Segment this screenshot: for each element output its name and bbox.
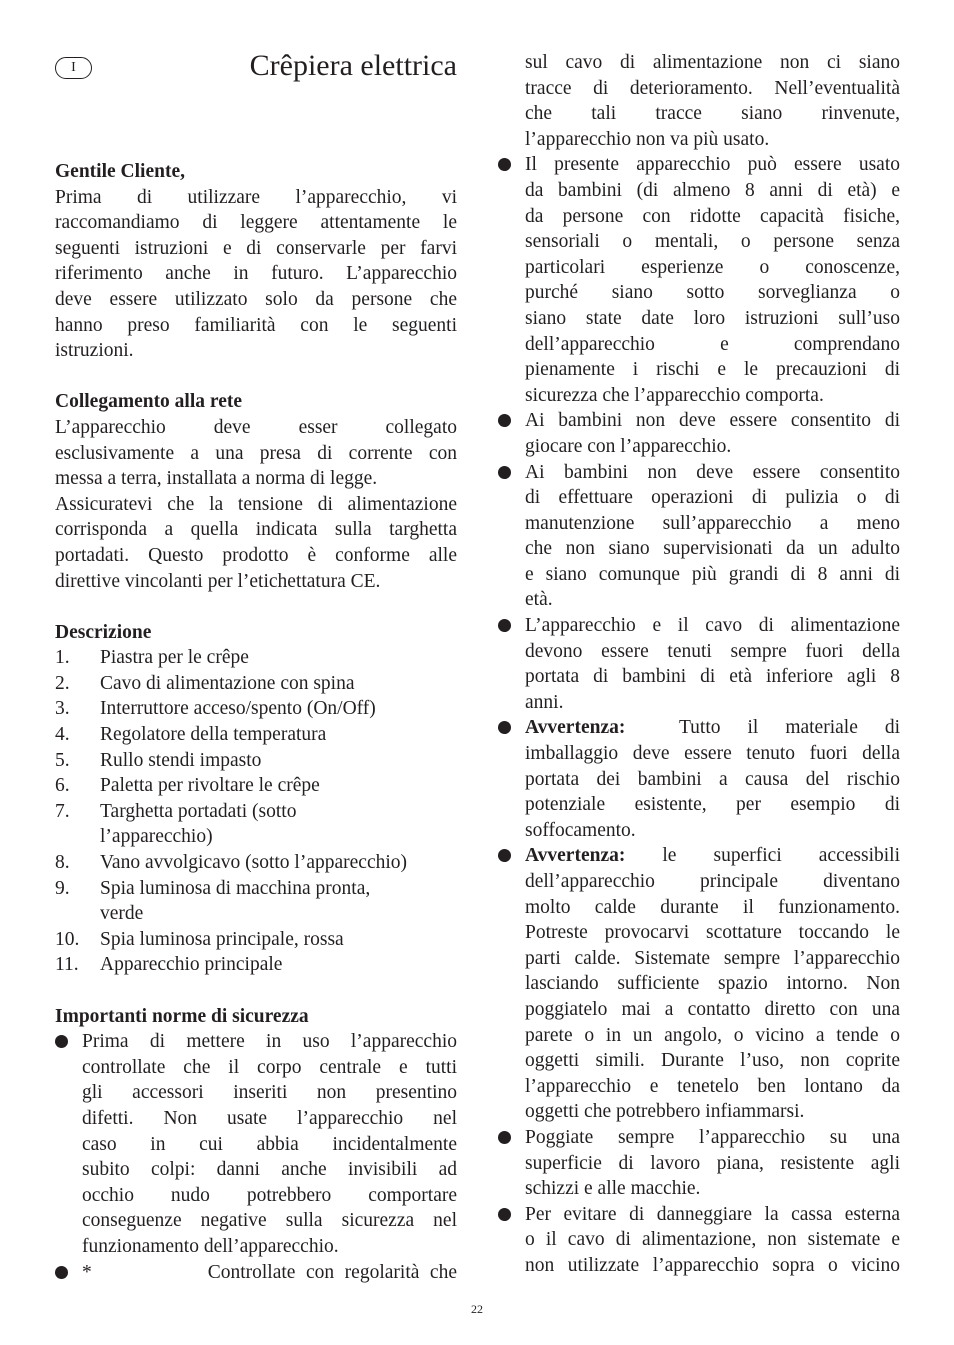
item-text: Rullo stendi impasto — [100, 749, 262, 771]
item-text: Vano avvolgicavo (sotto l’apparecchio) — [100, 852, 408, 874]
text-line: schizzi e alle macchie. — [525, 1178, 701, 1200]
text-line: gli accessori inseriti non presentino — [82, 1082, 457, 1104]
text-line: corrisponda a quella indicata sulla targhetta — [55, 519, 457, 541]
text-line: e siano comunque più grandi di 8 anni di — [525, 563, 900, 585]
text-line: Ai bambini non deve essere consentito di — [525, 410, 900, 432]
bullet-item — [498, 1125, 900, 1202]
safety-continuation — [498, 50, 900, 152]
bullet-item — [498, 843, 900, 1125]
text-line: esclusivamente a una presa di corrente con — [55, 442, 457, 464]
text-line: devono essere tenuti sempre fuori della — [525, 640, 900, 662]
text-line: riferimento anche in futuro. L’apparecchio — [55, 263, 457, 285]
text-line — [525, 715, 900, 741]
list-item — [55, 850, 457, 876]
text-line: controllate che il corpo centrale e tutti — [82, 1056, 457, 1078]
text-line: verde — [100, 903, 144, 925]
spacer — [55, 364, 457, 390]
item-number: 10. — [55, 928, 80, 950]
text-line: Prima di utilizzare l’apparecchio, vi — [55, 186, 457, 208]
bullet-item — [498, 152, 900, 408]
text-line: molto calde durante il funzionamento. — [525, 896, 900, 918]
page-number: 22 — [471, 1302, 483, 1316]
item-text — [100, 799, 457, 850]
list-item — [55, 671, 457, 697]
text-line: parete o in un angolo, o vicino a tende o — [525, 1024, 900, 1046]
text-line: purché siano sotto sorveglianza o — [525, 282, 900, 304]
text-line: oggetti che potrebbero infiammarsi. — [525, 1101, 805, 1123]
text-fragment: le superfici accessibili — [625, 845, 900, 867]
text-line: funzionamento dell’apparecchio. — [82, 1235, 339, 1257]
bullet-icon — [498, 1208, 511, 1221]
item-number: 8. — [55, 852, 70, 874]
bullet-item — [498, 613, 900, 715]
text-line: Prima di mettere in uso l’apparecchio — [82, 1031, 457, 1053]
item-text: Spia luminosa principale, rossa — [100, 928, 344, 950]
bullet-item — [498, 1202, 900, 1279]
bullet-icon — [498, 619, 511, 632]
text-line: subito colpi: danni anche invisibili ad — [82, 1159, 457, 1181]
bullet-item — [55, 1029, 457, 1259]
text-line: poggiatelo mai a contatto diretto con una — [525, 998, 900, 1020]
text-line: sicurezza che l’apparecchio comporta. — [525, 384, 824, 406]
item-text: Apparecchio principale — [100, 954, 283, 976]
bullet-icon — [498, 466, 511, 479]
description-list — [55, 645, 457, 978]
bullet-item — [498, 408, 900, 459]
text-line: Per evitare di danneggiare la cassa esterna — [525, 1203, 900, 1225]
text-line: non utilizzate l’apparecchio sopra o vicino — [525, 1254, 900, 1276]
item-text: Piastra per le crêpe — [100, 647, 249, 669]
intro-heading: Gentile Cliente, — [55, 161, 185, 182]
text-line: difetti. Non usate l’apparecchio nel — [82, 1107, 457, 1129]
text-line: da persone con ridotte capacità fisiche, — [525, 205, 900, 227]
spacer — [55, 594, 457, 620]
text-line: l’apparecchio) — [100, 826, 213, 848]
text-line: siano state date loro istruzioni sull’uso — [525, 307, 900, 329]
text-line: età. — [525, 589, 553, 611]
text-line: conseguenze negative sulla sicurezza nel — [82, 1210, 457, 1232]
text-line: o il cavo di alimentazione, non sistemate e — [525, 1229, 900, 1251]
text-line: tracce di deterioramento. Nell’eventualità — [525, 77, 900, 99]
text-line: istruzioni. — [55, 340, 134, 362]
text-line: hanno preso familiarità con le seguenti — [55, 314, 457, 336]
item-number: 7. — [55, 800, 70, 822]
text-line: di effettuare operazioni di pulizia o di — [525, 487, 900, 509]
item-number: 3. — [55, 698, 70, 720]
page-title: Crêpiera elettrica — [249, 49, 457, 82]
text-line: messa a terra, installata a norma di legge. — [55, 468, 378, 490]
item-text: Paletta per rivoltare le crêpe — [100, 775, 320, 797]
list-item — [55, 799, 457, 850]
list-item — [55, 876, 457, 927]
text-line: portadati. Questo prodotto è conforme alle — [55, 544, 457, 566]
text-line: direttive vincolanti per l’etichettatura CE. — [55, 570, 381, 592]
text-line: raccomandiamo di leggere attentamente le — [55, 212, 457, 234]
text-line: sensoriali o mentali, o persone senza — [525, 231, 900, 253]
text-line: dell’apparecchio principale diventano — [525, 871, 900, 892]
item-number: 5. — [55, 749, 70, 771]
connection-paragraph — [55, 415, 457, 594]
item-number: 2. — [55, 672, 70, 694]
list-item — [55, 773, 457, 799]
item-number: 1. — [55, 647, 70, 669]
text-line: L’apparecchio deve esser collegato — [55, 416, 457, 438]
item-number: 9. — [55, 877, 70, 899]
text-line: pienamente i rischi e le precauzioni di — [525, 359, 900, 381]
text-line: Il presente apparecchio può essere usato — [525, 154, 900, 176]
text-line: Potreste provocarvi scottature toccando le — [525, 922, 900, 944]
text-line: dell’apparecchio e comprendano — [525, 333, 900, 355]
bullet-icon — [55, 1035, 68, 1048]
text-line: l’apparecchio e tenetelo ben lontano da — [525, 1075, 900, 1097]
item-number: 11. — [55, 954, 79, 976]
bullet-item — [498, 715, 900, 843]
text-line: che non siano supervisionati da un adulto — [525, 538, 900, 560]
text-line: particolari esperienze o conoscenze, — [525, 256, 900, 278]
text-line: manutenzione sull’apparecchio a meno — [525, 512, 900, 534]
text-line: occhio nudo potrebbero comportare — [82, 1184, 457, 1206]
list-item — [55, 696, 457, 722]
right-column — [498, 50, 900, 1279]
list-item — [55, 927, 457, 953]
text-line: lasciando sufficiente spazio intorno. Non — [525, 973, 900, 995]
description-heading: Descrizione — [55, 621, 152, 643]
item-number: 4. — [55, 724, 70, 746]
text-line: Spia luminosa di macchina pronta, — [100, 877, 371, 899]
text-line: imballaggio deve essere tenuto fuori della — [525, 743, 900, 765]
text-line: da bambini (di almeno 8 anni di età) e — [525, 179, 900, 201]
list-item — [55, 952, 457, 978]
safety-list-left — [55, 1029, 457, 1285]
item-text: Regolatore della temperatura — [100, 724, 327, 746]
item-text: Interruttore acceso/spento (On/Off) — [100, 698, 376, 720]
item-text: Cavo di alimentazione con spina — [100, 672, 355, 694]
intro-paragraph — [55, 185, 457, 364]
bullet-icon — [498, 721, 511, 734]
list-item — [55, 645, 457, 671]
text-line: caso in cui abbia incidentalmente — [82, 1133, 457, 1155]
text-line: deve essere utilizzato solo da persone che — [55, 288, 457, 310]
language-badge: I — [55, 57, 92, 79]
text-line: che tali tracce siano rinvenute, — [525, 103, 900, 125]
text-line: portata dei bambini a causa del rischio — [525, 768, 900, 790]
text-line: sul cavo di alimentazione non ci siano — [525, 52, 900, 73]
warning-label: Avvertenza: — [525, 845, 626, 867]
text-line: superficie di lavoro piana, resistente agli — [525, 1152, 900, 1174]
text-line — [525, 843, 900, 869]
text-line: L’apparecchio e il cavo di alimentazione — [525, 615, 900, 637]
item-text — [100, 876, 457, 927]
bullet-item — [55, 1260, 457, 1286]
text-line: soffocamento. — [525, 819, 636, 841]
list-item — [55, 748, 457, 774]
text-line: parti calde. Sistemate sempre l’apparecchio — [525, 947, 900, 969]
text-line: Assicuratevi che la tensione di alimentazione — [55, 493, 457, 515]
bullet-icon — [55, 1266, 68, 1279]
connection-heading: Collegamento alla rete — [55, 391, 243, 413]
text-line: potenziale esistente, per esempio di — [525, 794, 900, 816]
bullet-icon — [498, 158, 511, 171]
text-line: anni. — [525, 691, 564, 713]
bullet-item — [498, 460, 900, 614]
text-line: oggetti simili. Durante l’uso, non coprite — [525, 1050, 900, 1072]
left-column — [55, 159, 457, 1285]
text-line: Ai bambini non deve essere consentito — [525, 461, 900, 483]
text-fragment: Tutto il materiale di — [625, 717, 900, 739]
text-line: Poggiate sempre l’apparecchio su una — [525, 1126, 900, 1148]
text-line: Targhetta portadati (sotto — [100, 800, 297, 822]
bullet-icon — [498, 414, 511, 427]
warning-label: Avvertenza: — [525, 717, 626, 739]
text-line: portata di bambini di età inferiore agli 8 — [525, 666, 900, 688]
bullet-icon — [498, 1131, 511, 1144]
safety-heading: Importanti norme di sicurezza — [55, 1005, 309, 1027]
text-line: * Controllate con regolarità che — [82, 1261, 457, 1283]
list-item — [55, 722, 457, 748]
text-line: l’apparecchio non va più usato. — [525, 128, 770, 150]
text-line: giocare con l’apparecchio. — [525, 435, 732, 457]
item-number: 6. — [55, 775, 70, 797]
bullet-icon — [498, 849, 511, 862]
safety-list-right — [498, 152, 900, 1278]
text-line: seguenti istruzioni e di conservarle per farvi — [55, 237, 457, 259]
spacer — [55, 978, 457, 1004]
